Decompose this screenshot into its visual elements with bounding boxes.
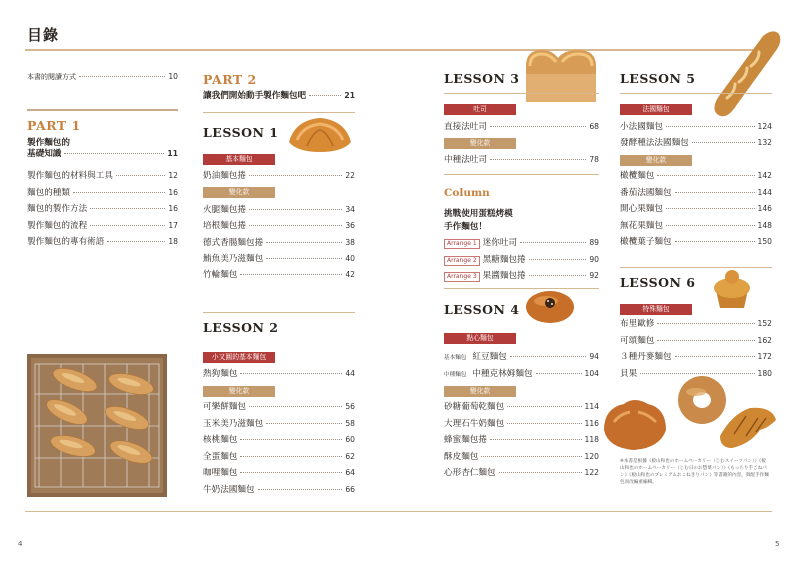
toc-entry[interactable] bbox=[444, 403, 599, 412]
lesson6-special-band: 特殊麵包 bbox=[620, 304, 692, 315]
entry-title: 可頌麵包 bbox=[620, 335, 655, 346]
toc-entry[interactable] bbox=[444, 256, 599, 266]
toc-entry-part2[interactable] bbox=[203, 92, 355, 101]
entry-title: 製作麵包的流程 bbox=[27, 220, 88, 231]
toc-entry[interactable] bbox=[444, 453, 599, 462]
entry-title: 大理石牛奶麵包 bbox=[444, 418, 505, 429]
entry-title: 麵包的種類 bbox=[27, 187, 70, 198]
column-title-line1: 挑戰使用蛋糕烤模 bbox=[444, 209, 513, 219]
toc-entry[interactable] bbox=[27, 205, 178, 214]
entry-title: 果醬麵包捲 bbox=[482, 271, 526, 281]
toc-entry-part1[interactable] bbox=[27, 150, 178, 159]
dot-leader bbox=[510, 356, 587, 357]
lesson2-heading: LESSON 2 bbox=[203, 320, 279, 335]
entry-title: 讓我們開始動手製作麵包吧 bbox=[203, 91, 307, 101]
dot-leader bbox=[266, 423, 342, 424]
entry-title: 鮪魚美乃滋麵包 bbox=[203, 253, 264, 264]
dot-leader bbox=[507, 406, 581, 407]
dot-leader bbox=[675, 356, 755, 357]
entry-page: 120 bbox=[584, 451, 599, 461]
toc-entry[interactable] bbox=[203, 486, 355, 495]
entry-page: 92 bbox=[589, 271, 599, 280]
arrange-tag: Arrange 1 bbox=[444, 239, 480, 249]
anpan-photo bbox=[524, 285, 576, 325]
entry-page: 180 bbox=[757, 368, 772, 378]
toc-entry[interactable] bbox=[444, 370, 599, 379]
entry-title: 中種法吐司 bbox=[444, 155, 487, 165]
dot-leader bbox=[240, 456, 342, 457]
entry-title: 奶油麵包捲 bbox=[203, 171, 246, 181]
entry-page: 90 bbox=[589, 254, 599, 264]
section-rule bbox=[27, 109, 178, 111]
footnote: ※本書是根據《板山和也のホームベーカリー（じむスイーツパン）》《板山和也のホームベーカリー（じむ日のお惣菜パン）》《もっちり手ごねパン》《板山和也のプレミアムおこねきりパン》等書籍的內容，與配手作麵包而改編重編輯。 bbox=[620, 459, 769, 486]
entry-page: 16 bbox=[168, 204, 178, 213]
entry-title: 咖哩麵包 bbox=[203, 468, 238, 478]
lesson6-heading: LESSON 6 bbox=[620, 275, 696, 290]
entry-page: 78 bbox=[589, 155, 599, 164]
toc-entry[interactable] bbox=[203, 222, 355, 231]
entry-title: 玉米美乃滋麵包 bbox=[203, 418, 264, 429]
butter-roll-photo bbox=[285, 112, 355, 157]
entry-title: 竹輪麵包 bbox=[203, 270, 238, 281]
toc-entry[interactable] bbox=[203, 436, 355, 445]
dot-leader bbox=[666, 225, 755, 226]
dot-leader bbox=[507, 423, 581, 424]
toc-entry[interactable] bbox=[203, 403, 355, 412]
entry-title: 小法國麵包 bbox=[620, 122, 663, 132]
dot-leader bbox=[258, 489, 343, 490]
toc-entry[interactable] bbox=[444, 469, 599, 478]
dot-leader bbox=[240, 274, 342, 275]
dot-leader bbox=[116, 175, 165, 176]
toc-entry[interactable] bbox=[620, 222, 772, 231]
dot-leader bbox=[490, 159, 586, 160]
right-page-number: 5 bbox=[775, 540, 780, 548]
toc-entry[interactable] bbox=[203, 271, 355, 280]
left-page-number: 4 bbox=[18, 540, 23, 548]
entry-title: 火腿麵包捲 bbox=[203, 205, 246, 215]
dot-leader bbox=[249, 225, 342, 226]
entry-page: 56 bbox=[345, 402, 355, 411]
entry-title: 黑糖麵包捲 bbox=[482, 254, 526, 265]
entry-page: 150 bbox=[757, 237, 772, 246]
entry-page: 34 bbox=[345, 205, 355, 214]
entry-page: 172 bbox=[757, 352, 772, 361]
brioche-photo bbox=[710, 268, 754, 310]
entry-title: ３種丹麥麵包 bbox=[620, 352, 672, 362]
toc-entry[interactable] bbox=[444, 239, 599, 249]
entry-page: 21 bbox=[344, 91, 355, 100]
toc-entry[interactable] bbox=[620, 139, 772, 148]
entry-page: 18 bbox=[168, 237, 178, 246]
toc-entry[interactable] bbox=[27, 222, 178, 231]
entry-page: 144 bbox=[757, 187, 772, 197]
entry-page: 148 bbox=[757, 220, 772, 230]
entry-tag: 基本麵包 bbox=[444, 355, 467, 361]
lesson3-basic-band: 吐司 bbox=[444, 104, 516, 115]
bread-tray-photo bbox=[27, 354, 167, 497]
dot-leader bbox=[64, 153, 164, 154]
toc-entry[interactable] bbox=[27, 238, 178, 247]
bread-loaf-photo bbox=[520, 44, 602, 106]
dot-leader bbox=[675, 241, 755, 242]
dot-leader bbox=[657, 175, 754, 176]
entry-page: 22 bbox=[345, 171, 355, 180]
dot-leader bbox=[249, 175, 342, 176]
toc-entry[interactable] bbox=[27, 189, 178, 198]
entry-tag: 中種麵包 bbox=[444, 372, 467, 378]
dot-leader bbox=[79, 76, 165, 77]
lesson5-basic-band: 法國麵包 bbox=[620, 104, 692, 115]
dot-leader bbox=[666, 126, 755, 127]
part2-heading: PART 2 bbox=[203, 72, 257, 87]
entry-title: 酥皮麵包 bbox=[444, 451, 479, 462]
lesson1-basic-band: 基本麵包 bbox=[203, 154, 275, 165]
toc-entry[interactable] bbox=[444, 436, 599, 445]
entry-title: 製作麵包的材料與工具 bbox=[27, 171, 113, 181]
entry-title: 貝果 bbox=[620, 368, 638, 379]
toc-entry[interactable] bbox=[444, 353, 599, 362]
entry-page: 104 bbox=[584, 369, 599, 378]
toc-entry[interactable] bbox=[203, 453, 355, 462]
entry-page: 122 bbox=[584, 468, 599, 477]
dot-leader bbox=[90, 225, 165, 226]
entry-title: 紅豆麵包 bbox=[472, 352, 507, 362]
dot-leader bbox=[240, 439, 342, 440]
entry-page: 10 bbox=[168, 72, 178, 81]
entry-title: 直接法吐司 bbox=[444, 122, 487, 132]
dot-leader bbox=[490, 126, 586, 127]
baguette-photo bbox=[705, 26, 783, 122]
toc-entry[interactable] bbox=[620, 353, 772, 362]
part1-subtitle-line1: 製作麵包的 bbox=[27, 138, 70, 148]
toc-entry[interactable] bbox=[620, 337, 772, 346]
entry-title: 迷你吐司 bbox=[482, 238, 518, 248]
dot-leader bbox=[657, 340, 754, 341]
entry-title: 基礎知識 bbox=[27, 149, 62, 159]
toc-entry[interactable] bbox=[444, 272, 599, 282]
lesson4-basic-band: 點心麵包 bbox=[444, 333, 516, 344]
entry-page: 89 bbox=[589, 238, 599, 247]
toc-entry[interactable] bbox=[620, 205, 772, 214]
dot-leader bbox=[520, 242, 586, 243]
entry-title: 開心果麵包 bbox=[620, 204, 663, 214]
entry-page: 142 bbox=[757, 171, 772, 180]
dot-leader bbox=[249, 406, 342, 407]
entry-page: 17 bbox=[168, 220, 178, 230]
toc-entry[interactable] bbox=[444, 123, 599, 132]
toc-entry[interactable] bbox=[203, 239, 355, 248]
entry-page: 44 bbox=[345, 369, 355, 378]
dot-leader bbox=[249, 209, 342, 210]
entry-title: 熱狗麵包 bbox=[203, 369, 238, 379]
section-rule bbox=[444, 174, 599, 175]
toc-entry[interactable] bbox=[620, 123, 772, 132]
dot-leader bbox=[666, 208, 755, 209]
entry-title: 全蛋麵包 bbox=[203, 451, 238, 462]
entry-title: 砂糖葡萄乾麵包 bbox=[444, 402, 505, 412]
entry-page: 38 bbox=[345, 237, 355, 247]
toc-entry[interactable] bbox=[203, 172, 355, 181]
toc-entry[interactable] bbox=[620, 238, 772, 247]
entry-page: 16 bbox=[168, 187, 178, 197]
entry-title: 德式香腸麵包捲 bbox=[203, 237, 264, 248]
entry-title: 番茄法國麵包 bbox=[620, 187, 672, 198]
arrange-tag: Arrange 3 bbox=[444, 272, 480, 282]
pastries-photo bbox=[600, 368, 780, 456]
dot-leader bbox=[675, 192, 755, 193]
lesson5-variation-band: 變化款 bbox=[620, 155, 692, 166]
dot-leader bbox=[490, 439, 582, 440]
dot-leader bbox=[266, 258, 342, 259]
entry-page: 94 bbox=[589, 352, 599, 361]
entry-title: 橄欖葉子麵包 bbox=[620, 237, 672, 247]
dot-leader bbox=[499, 472, 582, 473]
dot-leader bbox=[529, 275, 587, 276]
lesson2-variation-band: 變化款 bbox=[203, 386, 275, 397]
dot-leader bbox=[657, 323, 754, 324]
entry-title: 中種克林姆麵包 bbox=[472, 369, 533, 379]
section-rule bbox=[620, 93, 772, 94]
entry-page: 114 bbox=[584, 402, 599, 411]
lesson1-variation-band: 變化款 bbox=[203, 187, 275, 198]
entry-title: 心形杏仁麵包 bbox=[444, 468, 496, 478]
entry-title: 核桃麵包 bbox=[203, 435, 238, 445]
top-rule bbox=[25, 49, 772, 51]
lesson4-heading: LESSON 4 bbox=[444, 302, 520, 317]
lesson3-heading: LESSON 3 bbox=[444, 71, 520, 86]
column-heading: Column bbox=[444, 187, 490, 199]
lesson2-basic-band: 小又圓的基本麵包 bbox=[203, 352, 275, 363]
entry-title: 布里歐修 bbox=[620, 319, 655, 329]
dot-leader bbox=[536, 373, 582, 374]
dot-leader bbox=[266, 242, 342, 243]
toc-entry[interactable] bbox=[203, 469, 355, 478]
column-title-line2: 手作麵包！ bbox=[444, 222, 487, 232]
toc-entry[interactable] bbox=[444, 156, 599, 165]
dot-leader bbox=[240, 373, 342, 374]
entry-title: 麵包的製作方法 bbox=[27, 204, 88, 214]
dot-leader bbox=[90, 208, 165, 209]
entry-page: 162 bbox=[757, 335, 772, 345]
entry-title: 無花果麵包 bbox=[620, 220, 663, 231]
entry-title: 本書的閱讀方式 bbox=[27, 73, 76, 81]
entry-page: 42 bbox=[345, 270, 355, 280]
part1-heading: PART 1 bbox=[27, 118, 81, 133]
toc-entry[interactable] bbox=[444, 420, 599, 429]
toc-entry[interactable] bbox=[203, 370, 355, 379]
entry-page: 12 bbox=[168, 171, 178, 180]
toc-entry[interactable] bbox=[203, 206, 355, 215]
entry-title: 牛奶法國麵包 bbox=[203, 484, 255, 495]
toc-entry-intro[interactable] bbox=[27, 73, 178, 81]
entry-page: 124 bbox=[757, 122, 772, 131]
page-title: 目錄 bbox=[27, 26, 60, 44]
lesson3-variation-band: 變化款 bbox=[444, 138, 516, 149]
dot-leader bbox=[73, 192, 165, 193]
entry-page: 118 bbox=[584, 435, 599, 444]
arrange-tag: Arrange 2 bbox=[444, 256, 480, 266]
toc-entry[interactable] bbox=[620, 189, 772, 198]
entry-title: 發酵種法法國麵包 bbox=[620, 138, 689, 148]
entry-title: 培根麵包捲 bbox=[203, 221, 246, 232]
entry-page: 116 bbox=[584, 418, 599, 428]
entry-page: 36 bbox=[345, 221, 355, 231]
lesson5-heading: LESSON 5 bbox=[620, 71, 696, 86]
toc-entry[interactable] bbox=[203, 420, 355, 429]
dot-leader bbox=[240, 472, 342, 473]
lesson1-heading: LESSON 1 bbox=[203, 125, 279, 140]
entry-page: 40 bbox=[345, 253, 355, 263]
toc-entry[interactable] bbox=[620, 172, 772, 181]
entry-title: 製作麵包的專有術語 bbox=[27, 237, 105, 247]
dot-leader bbox=[481, 456, 581, 457]
entry-page: 60 bbox=[345, 435, 355, 444]
entry-page: 62 bbox=[345, 451, 355, 461]
entry-page: 66 bbox=[345, 484, 355, 494]
lesson4-variation-band: 變化款 bbox=[444, 386, 516, 397]
entry-page: 146 bbox=[757, 204, 772, 213]
entry-page: 152 bbox=[757, 319, 772, 328]
toc-entry[interactable] bbox=[203, 255, 355, 264]
section-rule bbox=[203, 312, 355, 313]
dot-leader bbox=[692, 142, 755, 143]
entry-page: 132 bbox=[757, 138, 772, 147]
dot-leader bbox=[529, 259, 587, 260]
toc-entry[interactable] bbox=[620, 320, 772, 329]
entry-page: 64 bbox=[345, 468, 355, 477]
section-rule bbox=[444, 93, 599, 94]
dot-leader bbox=[309, 95, 341, 96]
entry-title: 橄欖麵包 bbox=[620, 171, 655, 181]
entry-page: 11 bbox=[167, 149, 178, 158]
dot-leader bbox=[107, 241, 165, 242]
entry-title: 蜂蜜麵包捲 bbox=[444, 435, 487, 445]
entry-title: 可樂餅麵包 bbox=[203, 402, 246, 412]
toc-entry[interactable] bbox=[27, 172, 178, 181]
entry-page: 58 bbox=[345, 418, 355, 428]
bottom-rule bbox=[25, 511, 772, 512]
entry-page: 68 bbox=[589, 122, 599, 131]
